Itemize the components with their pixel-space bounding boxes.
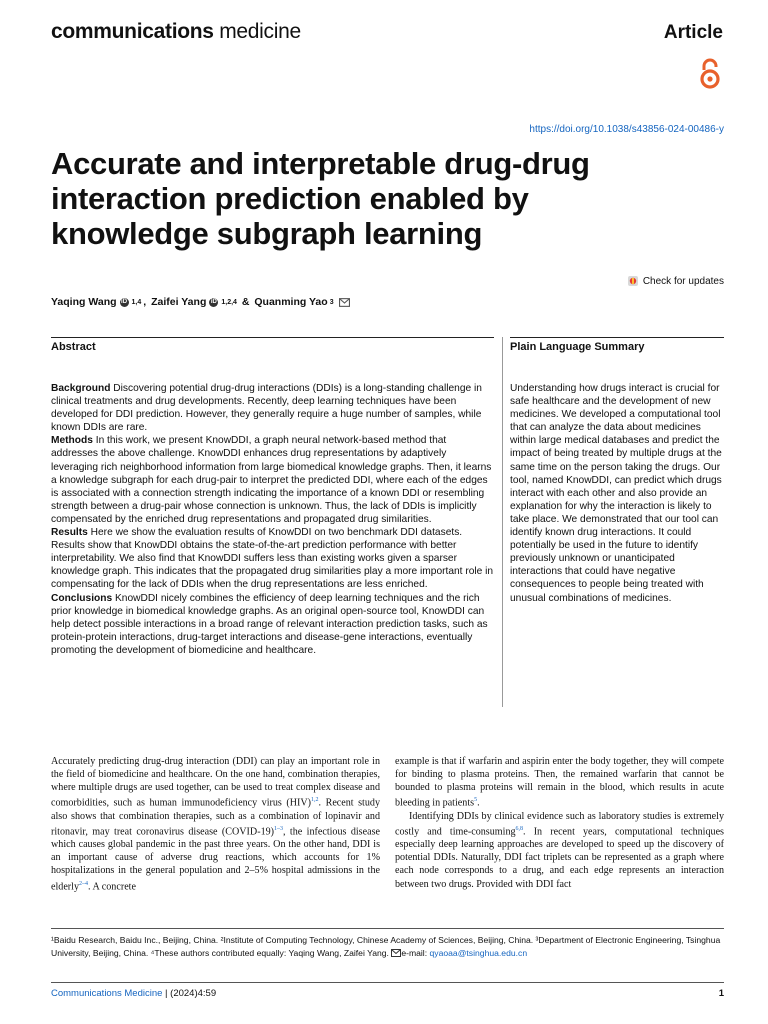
body-text: , the infectious disease which causes global pandemic in the past three years. On the other hand, DDI is an important cause of adverse drug reactions, which accounts for 1% hospitalizations in the general population and 2–5% hospital admissions in the elderly <box>51 826 380 892</box>
plain-summary-heading: Plain Language Summary <box>510 341 645 353</box>
author-affiliation-sup: 1,4 <box>131 298 142 306</box>
abstract-section-text: In this work, we present KnowDDI, a graph neural network-based method that addresses the above challenge. KnowDDI enhances drug representations by adaptively leveraging rich neighborhood information from large biomedical knowledge graphs. Then, it learns a knowledge subgraph for each drug-pair to interpret the predicted DDI, where each of the edges is associated with a connection strength indicating the importance of a known DDI or resembling strength between a drug-pair whose connection is unknown. Thus, the lack of DDIs is implicitly compensated by the enriched drug representations and propagated drug similarities. <box>51 435 492 525</box>
affiliations-footnote <box>51 934 724 960</box>
body-paragraph <box>395 810 724 891</box>
author-list <box>51 296 350 308</box>
author-name[interactable]: Yaqing Wang <box>51 296 117 308</box>
abstract-section-label: Methods <box>51 435 93 447</box>
abstract-section-text: KnowDDI nicely combines the efficiency of deep learning techniques and the rich prior knowledge in biomedical knowledge graphs. As an original open-source tool, KnowDDI can help detect possible interactions in a broad range of relevant interaction prediction tasks, such as protein-protein interactions, drug-target interactions and disease-gene interactions, eventually promoting the development of biomedicine and healthcare. <box>51 592 488 656</box>
footer-rule <box>51 982 724 983</box>
abstract-section <box>51 526 494 591</box>
abstract-section-label: Conclusions <box>51 592 113 604</box>
author-name[interactable]: Zaifei Yang <box>151 296 207 308</box>
summary-top-rule <box>510 337 724 338</box>
orcid-icon[interactable]: iD <box>210 298 217 305</box>
email-label: e-mail: <box>401 948 430 958</box>
envelope-icon <box>391 949 401 957</box>
abstract-section-text: Here we show the evaluation results of KnowDDI on two benchmark DDI datasets. Results show that KnowDDI obtains the state-of-the-art prediction performance with better interpretability. We also find that KnowDDI suffers less than existing works given a sparser knowledge graph. This indicates that the propagated drug similarities play a more important role in compensating for the lack of DDIs when the drug representations are less enriched. <box>51 527 494 591</box>
plain-summary-body: Understanding how drugs interact is crucial for safe healthcare and the development of new medicines. We developed a computational tool that can analyze the data about medicines within large medical databases and predict the impact of being treated by multiple drugs at the same time on the person taking the drugs. Our tool, named KnowDDI, can predict which drugs interact with each other and also provide an explanation for why the interaction is likely to take place. We demonstrated that our tool can identify known drug interactions. It could potentially be used in the future to identify previously unknown or unanticipated interactions that could have negative consequences to people being treated with unusual combinations of medicines. <box>510 383 722 604</box>
column-divider <box>502 337 503 707</box>
body-text: . A concrete <box>88 880 136 892</box>
citation-reference[interactable]: 2–4 <box>79 880 89 887</box>
body-text: Identifying DDIs by clinical evidence such as laboratory studies is extremely costly and time-consuming <box>395 810 724 838</box>
footer-citation <box>51 988 216 999</box>
author-affiliation-sup: 1,2,4 <box>221 298 237 306</box>
citation-reference[interactable]: 1,2 <box>311 797 319 804</box>
corresponding-author-envelope-icon[interactable] <box>339 298 350 307</box>
abstract-section-label: Background <box>51 383 111 394</box>
abstract-heading: Abstract <box>51 341 96 353</box>
author-affiliation-sup: 3 <box>329 298 334 306</box>
check-updates-icon <box>627 275 639 287</box>
article-type-label: Article <box>663 22 723 43</box>
brand-light: medicine <box>219 20 301 43</box>
citation-reference[interactable]: 6,8 <box>515 825 524 832</box>
footnote-rule <box>51 928 724 929</box>
citation-reference[interactable]: 1–3 <box>274 825 284 832</box>
check-updates-label: Check for updates <box>642 275 724 287</box>
abstract-section-label: Results <box>51 527 88 539</box>
body-text: . <box>477 797 480 809</box>
abstract-section <box>51 592 494 657</box>
page-number: 1 <box>718 988 724 999</box>
journal-brand[interactable] <box>51 20 301 44</box>
footer-journal-link[interactable]: Communications Medicine <box>51 988 163 999</box>
author-separator: , <box>143 296 150 308</box>
brand-bold: communications <box>51 20 214 43</box>
article-title: Accurate and interpretable drug-drug interaction prediction enabled by knowledge subgraph learning <box>51 146 590 251</box>
email-link[interactable]: qyaoaa@tsinghua.edu.cn <box>429 948 528 958</box>
abstract-section-text: Discovering potential drug-drug interactions (DDIs) is a long-standing challenge in clinical treatments and drug developments. Recently, deep learning techniques have been developed for DDI prediction. However, they generally require a huge number of samples, while known DDIs are rare. <box>51 383 482 434</box>
body-text: Accurately predicting drug-drug interaction (DDI) can play an important role in the field of biomedicine and healthcare. On the one hand, combination therapies, where multiple drugs are used together, can be used to treat complex disease and comorbidities, such as human immunodeficiency virus (HIV) <box>51 756 380 809</box>
body-text: . Recent study also shows that combination therapies, such as a combination of lopinavir and ritonavir, may treat coronavirus disease (COVID-19) <box>51 797 380 838</box>
abstract-section <box>51 382 494 434</box>
abstract-top-rule <box>51 337 494 338</box>
orcid-icon[interactable]: iD <box>121 298 128 305</box>
author-separator: & <box>238 296 253 308</box>
doi-link[interactable]: https://doi.org/10.1038/s43856-024-00486-y <box>529 124 724 135</box>
author-name[interactable]: Quanming Yao <box>254 296 328 308</box>
citation-reference[interactable]: 5 <box>474 797 478 804</box>
body-column-right <box>395 755 724 891</box>
affiliations-text: ¹Baidu Research, Baidu Inc., Beijing, China. ²Institute of Computing Technology, Chinese Academy of Sciences, Beijing, China. ³Department of Electronic Engineering, Tsinghua University, Beijing, China. ⁴These authors contributed equally: Yaqing Wang, Zaifei Yang. <box>51 935 721 958</box>
footer-issue: | (2024)4:59 <box>162 988 217 999</box>
abstract-section <box>51 434 494 526</box>
abstract-body <box>51 382 494 657</box>
body-paragraph <box>51 755 380 893</box>
body-text: . In recent years, computational techniques especially deep learning approaches are developed to speed up the discovery of potential DDIs. Naturally, DDI fact triplets can be represented as a graph where each node corresponds to a drug, and each edge represents an interaction between two drugs. Provided with DDI fact <box>395 826 724 890</box>
check-for-updates-button[interactable] <box>627 275 724 287</box>
body-text: example is that if warfarin and aspirin enter the body together, they will compete for binding to plasma proteins. Then, the remained warfarin that cannot be bounded to plasma proteins will remain in the blood, which results in acute bleeding in patients <box>395 756 724 809</box>
body-paragraph <box>395 755 724 810</box>
body-column-left <box>51 755 380 893</box>
open-access-icon <box>699 58 721 90</box>
